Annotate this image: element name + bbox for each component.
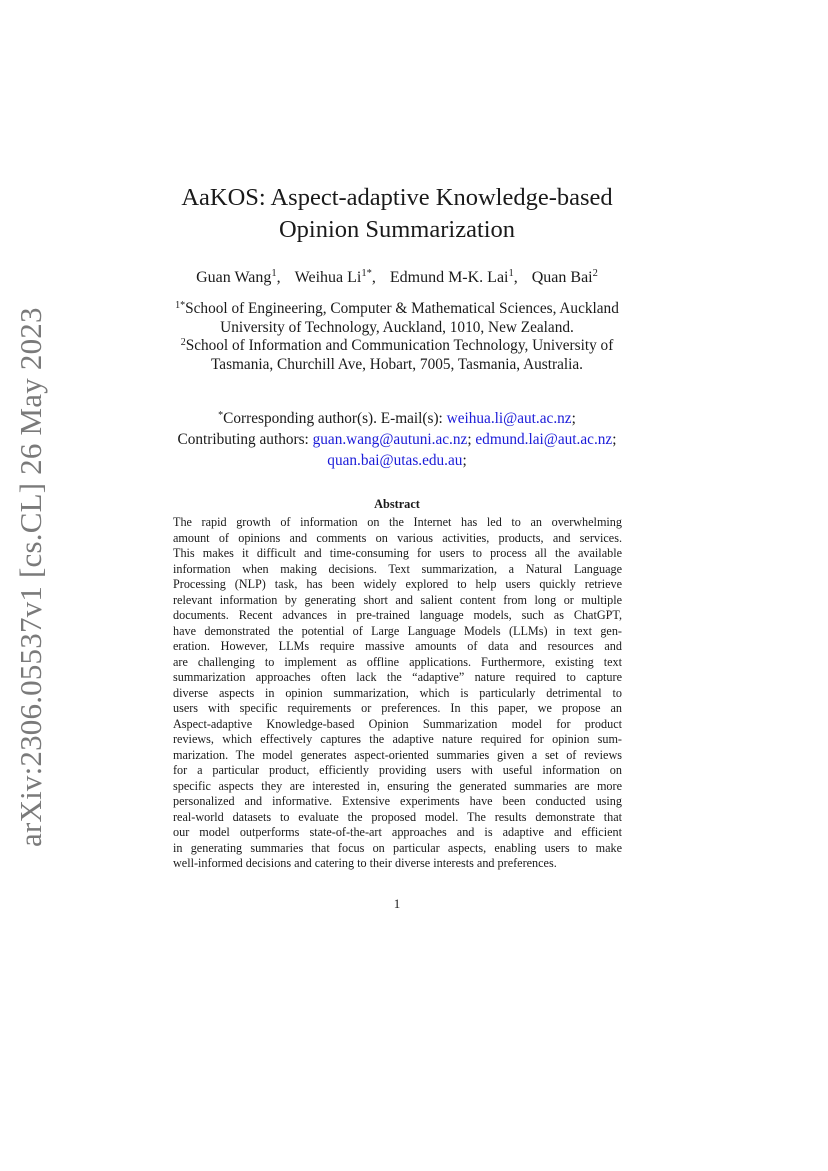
correspondence-block	[0, 408, 794, 471]
email-link-weihua-li[interactable]: weihua.li@aut.ac.nz	[446, 410, 572, 427]
affiliation-2	[150, 337, 644, 374]
abstract-line: real-world datasets to evaluate the proposed model. The results demonstrate that	[173, 809, 622, 824]
author-name: Guan Wang	[196, 269, 272, 286]
abstract-line: have demonstrated the potential of Large Language Models (LLMs) in text gen-	[173, 623, 622, 638]
email-link-quan-bai[interactable]: quan.bai@utas.edu.au	[327, 452, 463, 469]
author-weihua-li: Weihua $Li^{1*}$,	[294, 268, 376, 286]
affiliation-text: Tasmania, Churchill Ave, Hobart, 7005, Tasmania, Australia.	[211, 355, 583, 373]
abstract-line: information when making decisions. Text summarization, a Natural Language	[173, 561, 622, 576]
affiliation-mark: 2	[180, 337, 186, 349]
abstract-line: well-informed decisions and catering to their diverse interests and preferences.	[173, 856, 557, 870]
abstract-line: documents. Recent advances in pre-trained language models, such as ChatGPT,	[173, 608, 622, 622]
affiliation-text: University of Technology, Auckland, 1010, New Zealand.	[220, 318, 574, 336]
abstract-line: specific aspects they are interested in, ensuring the generated summaries are more	[173, 778, 622, 793]
contributing-authors-line-2	[0, 450, 794, 471]
author-name: Weihua Li	[294, 269, 362, 286]
abstract-line: for a particular product, efficiently providing users with useful information on	[173, 763, 622, 777]
abstract-line: relevant information by generating short and salient content from long or multiple	[173, 592, 622, 607]
affiliation-text: School of Information and Communication Technology, University of	[185, 337, 614, 355]
author-affiliation-mark: 1	[508, 268, 514, 279]
email-link-guan-wang[interactable]: guan.wang@autuni.ac.nz	[312, 431, 468, 448]
affiliation-mark: 1*	[175, 300, 186, 311]
abstract-line: reviews, which effectively captures the adaptive nature required for opinion sum-	[173, 732, 622, 746]
abstract-line: in generating summaries that focus on particular aspects, enabling users to make	[173, 840, 622, 855]
contributing-authors-line	[0, 429, 794, 450]
title-line-2: Opinion Summarization	[278, 216, 516, 243]
affiliation-text: School of Engineering, Computer & Mathematical Sciences, Auckland	[185, 300, 619, 317]
separator: ;	[467, 431, 472, 448]
abstract-body	[173, 515, 622, 872]
arxiv-identifier-stamp: arXiv:2306.05537v1 [cs.CL] 26 May 2023	[13, 307, 48, 847]
title-line-1: AaKOS: Aspect-adaptive Knowledge-based	[181, 184, 613, 211]
author-guan-wang: Guan Wang$^1$,	[196, 268, 281, 286]
corresponding-star: *	[218, 410, 224, 421]
separator: ;	[612, 431, 617, 448]
contributing-label: Contributing authors:	[177, 431, 313, 448]
abstract-line: users with specific requirements or preferences. In this paper, we propose an	[173, 701, 622, 715]
abstract-line: This makes it difficult and time-consuming for users to process all the available	[173, 546, 622, 560]
abstract-line: summarization approaches often lack the “adaptive” nature required to capture	[173, 670, 622, 684]
affiliation-1	[150, 300, 644, 337]
author-edmund-lai: Edmund M-K. Lai$^1$,	[389, 268, 518, 286]
author-list	[0, 266, 794, 290]
author-name: Quan Bai	[531, 269, 593, 286]
separator: ;	[462, 452, 467, 469]
corresponding-author-line	[0, 408, 794, 429]
corresponding-label: Corresponding author(s). E-mail(s):	[223, 410, 447, 427]
abstract-line: The rapid growth of information on the Internet has led to an overwhelming	[173, 515, 622, 529]
author-affiliation-mark: 1*	[361, 268, 372, 279]
abstract-line: diverse aspects in opinion summarization, which is particularly detrimental to	[173, 685, 622, 700]
paper-title	[0, 182, 794, 246]
email-link-edmund-lai[interactable]: edmund.lai@aut.ac.nz	[475, 431, 613, 448]
abstract-line: personalized and informative. Extensive experiments have been conducted using	[173, 794, 622, 808]
affiliations	[150, 300, 644, 374]
abstract-line: eration. However, LLMs require massive amounts of data and resources and	[173, 639, 622, 653]
abstract-line: Processing (NLP) task, has been widely explored to help users quickly retrieve	[173, 577, 622, 591]
abstract-heading: Abstract	[374, 497, 420, 511]
author-name: Edmund M-K. Lai	[389, 269, 509, 286]
abstract-line: are challenging to implement as offline applications. Furthermore, existing text	[173, 654, 622, 669]
abstract-line: amount of opinions and comments on various activities, products, and services.	[173, 530, 622, 545]
separator: ;	[571, 410, 576, 427]
author-quan-bai	[532, 269, 598, 286]
abstract-line: Aspect-adaptive Knowledge-based Opinion Summarization model for product	[173, 716, 622, 731]
author-affiliation-mark: 2	[592, 268, 598, 279]
abstract-line: marization. The model generates aspect-oriented summaries given a set of reviews	[173, 747, 622, 762]
abstract-line: our model outperforms state-of-the-art approaches and is adaptive and efficient	[173, 825, 622, 839]
author-affiliation-mark: 1	[271, 268, 277, 279]
page-number: 1	[393, 896, 401, 911]
